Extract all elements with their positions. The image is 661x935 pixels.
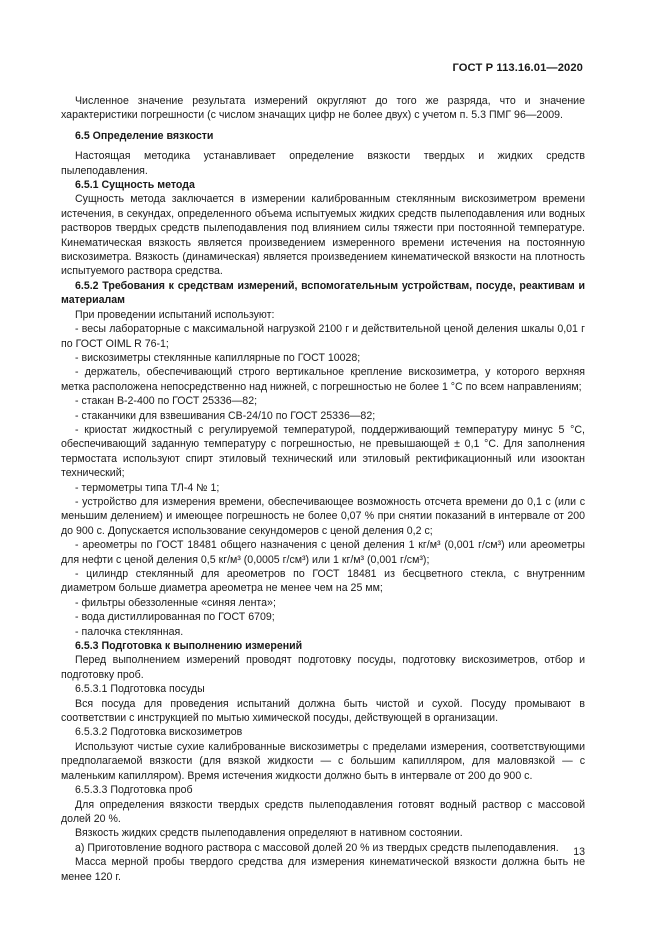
paragraph: При проведении испытаний используют: bbox=[75, 308, 275, 321]
subsection-title: 6.5.3.2 Подготовка вискозиметров bbox=[75, 726, 243, 739]
section-heading: 6.5 Определение вязкости bbox=[75, 129, 214, 142]
paragraph: Численное значение результата измерений округляют до того же разряда, что и значение характеристики погрешности (с числом значащих цифр не более двух) с учетом п. 5.3 ПМГ 96—2009. bbox=[61, 95, 585, 122]
paragraph: Вся посуда для проведения испытаний должна быть чистой и сухой. Посуду промывают в соответствии с инструкцией по мытью химической посуды, действующей в организации. bbox=[61, 697, 585, 725]
subsection-title: 6.5.3.1 Подготовка посуды bbox=[75, 683, 205, 696]
paragraph: а) Приготовление водного раствора с массовой долей 20 % из твердых средств пылеподавления. bbox=[75, 841, 559, 854]
list-item: - стакан В-2-400 по ГОСТ 25336—82; bbox=[75, 395, 258, 408]
list-item: - палочка стеклянная. bbox=[75, 625, 184, 638]
section-heading: 6.5.1 Сущность метода bbox=[75, 179, 195, 192]
section-heading: 6.5.2 Требования к средствам измерений, вспомогательным устройствам, посуде, реактивам и материалам bbox=[61, 279, 585, 307]
page-number: 13 bbox=[573, 846, 585, 858]
list-item: - устройство для измерения времени, обеспечивающее возможность отсчета времени до 0,1 с (или с меньшим делением) и имеющее погрешность не более 0,07 % при снятии показаний в интервале от 200 до 900 с. Допускается использование секундомеров с ценой деления 0,2 с; bbox=[61, 495, 585, 537]
document-body bbox=[61, 94, 585, 884]
paragraph: Перед выполнением измерений проводят подготовку посуды, подготовку вискозиметров, отбор и подготовку проб. bbox=[61, 654, 585, 681]
list-item: - держатель, обеспечивающий строго вертикальное крепление вискозиметра, у которого верхняя метка расположена непосредственно над нижней, с погрешностью не более 1 °С по всем направлениям; bbox=[61, 366, 585, 393]
list-item: - весы лабораторные с максимальной нагрузкой 2100 г и действительной ценой деления шкалы 0,01 г по ГОСТ OIML R 76-1; bbox=[61, 323, 585, 350]
list-item: - фильтры обеззоленные «синяя лента»; bbox=[75, 596, 276, 609]
list-item: - термометры типа ТЛ-4 № 1; bbox=[75, 481, 220, 494]
list-item: - ареометры по ГОСТ 18481 общего назначения с ценой деления 1 кг/м³ (0,001 г/см³) или ареометры для нефти с ценой деления 0,5 кг/м³ (0,0005 г/см³) или 1 кг/м³ (0,001 г/см³); bbox=[61, 539, 585, 566]
section-heading: 6.5.3 Подготовка к выполнению измерений bbox=[75, 640, 303, 653]
list-item: - стаканчики для взвешивания СВ-24/10 по ГОСТ 25336—82; bbox=[75, 409, 376, 422]
paragraph: Масса мерной пробы твердого средства для измерения кинематической вязкости должна быть не менее 120 г. bbox=[61, 856, 585, 883]
list-item: - вода дистиллированная по ГОСТ 6709; bbox=[75, 611, 275, 624]
paragraph: Сущность метода заключается в измерении калиброванным стеклянным вискозиметром времени истечения, в секундах, определенного объема испытуемых жидких средств пылеподавления или водных растворов твердых средств пылеподавления под влиянием силы тяжести при постоянной температуре. Кинематическая вязкость является произведением измеренного времени истечения на постоянную вискозиметра. Вязкость (динамическая) является произведением кинематической вязкости на плотность испытуемого раствора средства. bbox=[61, 193, 585, 278]
paragraph: Вязкость жидких средств пылеподавления определяют в нативном состоянии. bbox=[75, 827, 463, 840]
list-item: - вискозиметры стеклянные капиллярные по ГОСТ 10028; bbox=[75, 351, 361, 364]
paragraph: Настоящая методика устанавливает определение вязкости твердых и жидких средств пылеподавления. bbox=[61, 150, 585, 177]
list-item: - криостат жидкостный с регулируемой температурой, поддерживающий температуру минус 5 °С, обеспечивающий заданную температуру с погрешностью, не превышающей ± 0,1 °С. Для заполнения термостата используют спирт этиловый технический или этиловый ректификационный или изооктан технический; bbox=[61, 423, 585, 480]
list-item: - цилиндр стеклянный для ареометров по ГОСТ 18481 из бесцветного стекла, с внутренним диаметром больше диаметра ареометра не менее чем на 25 мм; bbox=[61, 568, 585, 595]
subsection-title: 6.5.3.3 Подготовка проб bbox=[75, 784, 193, 797]
paragraph: Используют чистые сухие калиброванные вискозиметры с пределами измерения, соответствующими предполагаемой вязкости (для вязкой жидкости — с большим капилляром, для маловязкой — с маленьким капилляром). Время истечения жидкости должно быть в интервале от 200 до 900 с. bbox=[61, 740, 585, 782]
document-code-header: ГОСТ Р 113.16.01—2020 bbox=[452, 62, 583, 74]
paragraph: Для определения вязкости твердых средств пылеподавления готовят водный раствор с массовой долей 20 %. bbox=[61, 798, 585, 825]
